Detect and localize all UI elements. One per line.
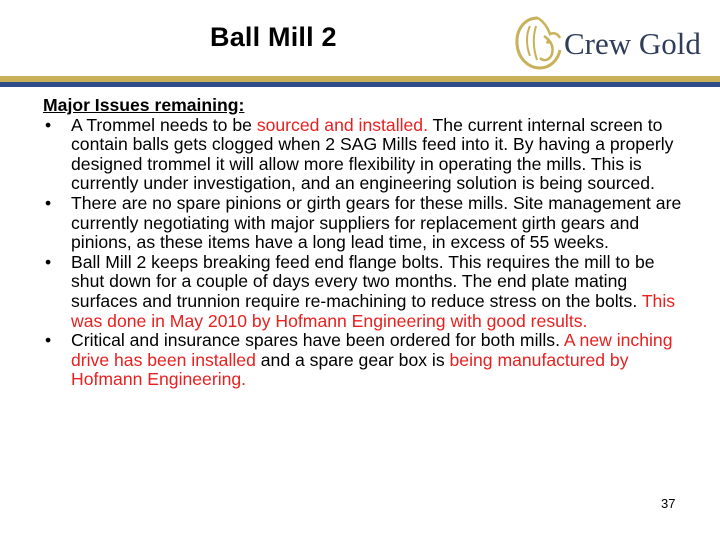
list-item [43, 331, 683, 390]
bullet-icon: • [45, 330, 52, 351]
highlight-text: being manufactured by Hofmann Engineering. [71, 349, 629, 390]
list-item [43, 253, 683, 331]
bullet-icon: • [45, 192, 52, 213]
highlight-text: sourced and installed. [256, 114, 428, 135]
list-item [43, 116, 683, 194]
item-text: Critical and insurance spares have been ordered for both mills. [71, 330, 564, 351]
highlight-text: A new inching drive has been installed [71, 330, 673, 370]
bullet-icon: • [45, 251, 52, 272]
item-text: and a spare gear box is [255, 349, 450, 370]
company-logo [510, 12, 710, 74]
section-heading: Major Issues remaining: [43, 95, 245, 115]
slide-title: Ball Mill 2 [210, 22, 337, 52]
issues-list [43, 116, 683, 390]
page-number: 37 [661, 496, 676, 511]
item-text: A Trommel needs to be [71, 114, 257, 135]
item-text: There are no spare pinions or girth gears for these mills. Site management are currently negotiating with major suppliers for replacement girth gears and pinions, as these items have a long lead time, in excess of 55 weeks. [71, 192, 682, 253]
lion-head-icon [510, 12, 566, 74]
bullet-icon: • [45, 114, 52, 135]
logo-text: Crew Gold [564, 26, 701, 61]
highlight-text: This was done in May 2010 by Hofmann Engineering with good results. [71, 290, 676, 331]
header-blue-band [0, 82, 720, 87]
slide-content [43, 96, 683, 390]
item-text: Ball Mill 2 keeps breaking feed end flange bolts. This requires the mill to be shut down for a couple of days every two months. The end plate mating surfaces and trunnion require re-machining to reduce stress on the bolts. [71, 251, 655, 311]
list-item [43, 194, 683, 253]
item-text: The current internal screen to contain balls gets clogged when 2 SAG Mills feed into it. By having a properly designed trommel it will allow more flexibility in operating the mills. This is currently under investigation, and an engineering solution is being sourced. [71, 114, 674, 194]
